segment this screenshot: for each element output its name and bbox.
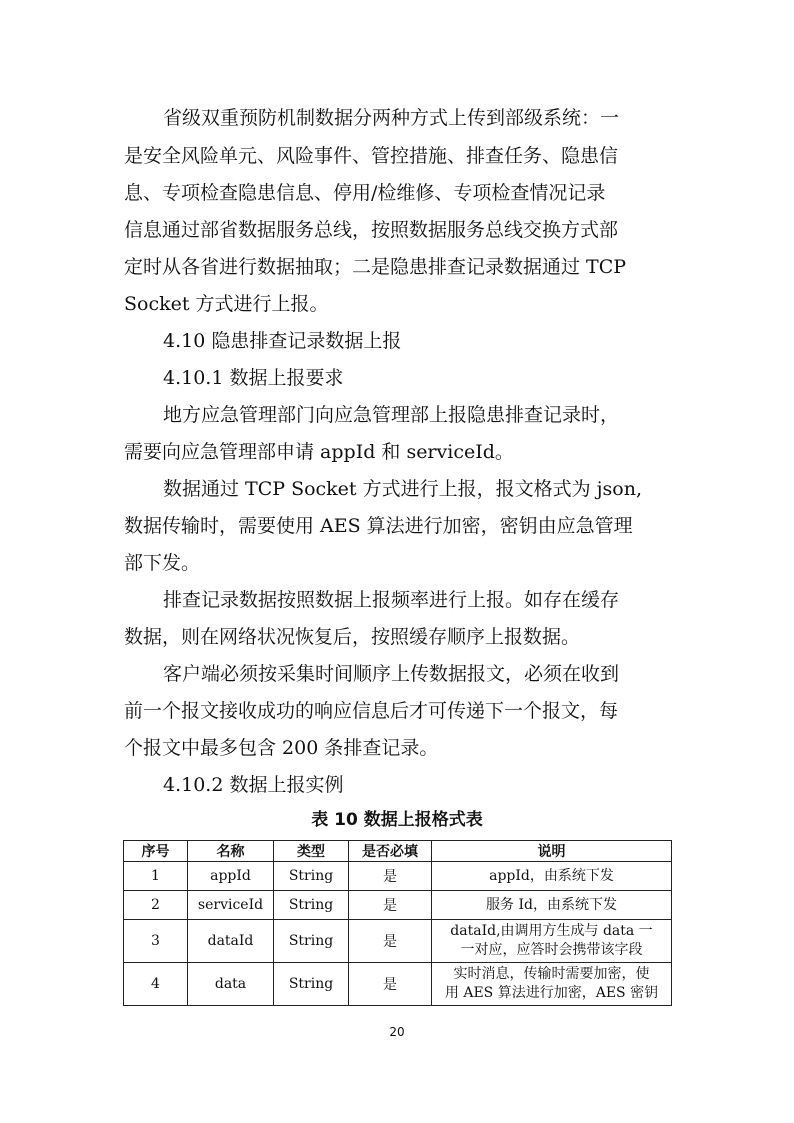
table-row [124, 963, 672, 1006]
cell-type: String [274, 963, 349, 1006]
paragraph-4-line: 数据，则在网络状况恢复后，按照缓存顺序上报数据。 [124, 626, 581, 648]
table-header-row [124, 841, 672, 862]
cell-description [432, 891, 672, 920]
table-caption: 表 10 数据上报格式表 [311, 810, 483, 830]
cell-name: data [188, 963, 274, 1006]
header-no: 序号 [124, 841, 188, 862]
paragraph-4-line: 排查记录数据按照数据上报频率进行上报。如存在缓存 [163, 589, 620, 611]
cell-no: 2 [124, 891, 188, 920]
table-row [124, 862, 672, 891]
cell-no: 1 [124, 862, 188, 891]
section-heading-4-10: 4.10 隐患排查记录数据上报 [163, 330, 402, 352]
cell-description [432, 862, 672, 891]
table-row [124, 891, 672, 920]
description-line: dataId,由调用方生成与 data 一 [450, 923, 653, 939]
paragraph-1-line: 信息通过部省数据服务总线，按照数据服务总线交换方式部 [124, 219, 619, 241]
cell-name: dataId [188, 920, 274, 963]
description-line: 服务 Id，由系统下发 [486, 896, 617, 913]
description-line: 用 AES 算法进行加密，AES 密钥 [444, 985, 659, 1001]
cell-type: String [274, 891, 349, 920]
cell-description [432, 963, 672, 1006]
cell-required: 是 [349, 920, 432, 963]
cell-description [432, 920, 672, 963]
section-heading-4-10-1: 4.10.1 数据上报要求 [163, 367, 344, 389]
cell-type: String [274, 862, 349, 891]
paragraph-3-line: 数据通过 TCP Socket 方式进行上报，报文格式为 json, [163, 478, 642, 500]
cell-name: appId [188, 862, 274, 891]
paragraph-1-line: 定时从各省进行数据抽取；二是隐患排查记录数据通过 TCP [124, 256, 627, 278]
paragraph-1-line: 是安全风险单元、风险事件、管控措施、排查任务、隐患信 [124, 145, 619, 167]
cell-type: String [274, 920, 349, 963]
description-line: 一对应，应答时会携带该字段 [460, 942, 643, 958]
section-heading-4-10-2: 4.10.2 数据上报实例 [163, 774, 344, 796]
data-format-table [123, 840, 672, 1006]
paragraph-3-line: 数据传输时，需要使用 AES 算法进行加密，密钥由应急管理 [124, 515, 633, 537]
paragraph-1-line: 省级双重预防机制数据分两种方式上传到部级系统：一 [163, 107, 620, 129]
header-type: 类型 [274, 841, 349, 862]
header-name: 名称 [188, 841, 274, 862]
cell-name: serviceId [188, 891, 274, 920]
paragraph-2-line: 地方应急管理部门向应急管理部上报隐患排查记录时， [163, 404, 620, 426]
cell-required: 是 [349, 963, 432, 1006]
paragraph-1-line: Socket 方式进行上报。 [124, 293, 329, 315]
header-description: 说明 [432, 841, 672, 862]
paragraph-5-line: 前一个报文接收成功的响应信息后才可传递下一个报文，每 [124, 700, 619, 722]
page-number: 20 [389, 1025, 405, 1039]
cell-no: 3 [124, 920, 188, 963]
cell-required: 是 [349, 891, 432, 920]
table-row [124, 920, 672, 963]
cell-no: 4 [124, 963, 188, 1006]
header-required: 是否必填 [349, 841, 432, 862]
description-line: 实时消息，传输时需要加密，使 [453, 966, 650, 982]
paragraph-1-line: 息、专项检查隐患信息、停用/检维修、专项检查情况记录 [124, 182, 606, 204]
paragraph-5-line: 个报文中最多包含 200 条排查记录。 [124, 737, 439, 759]
paragraph-5-line: 客户端必须按采集时间顺序上传数据报文，必须在收到 [163, 663, 620, 685]
cell-required: 是 [349, 862, 432, 891]
paragraph-2-line: 需要向应急管理部申请 appId 和 serviceId。 [124, 441, 514, 463]
description-line: appId，由系统下发 [489, 867, 614, 884]
paragraph-3-line: 部下发。 [124, 552, 201, 574]
